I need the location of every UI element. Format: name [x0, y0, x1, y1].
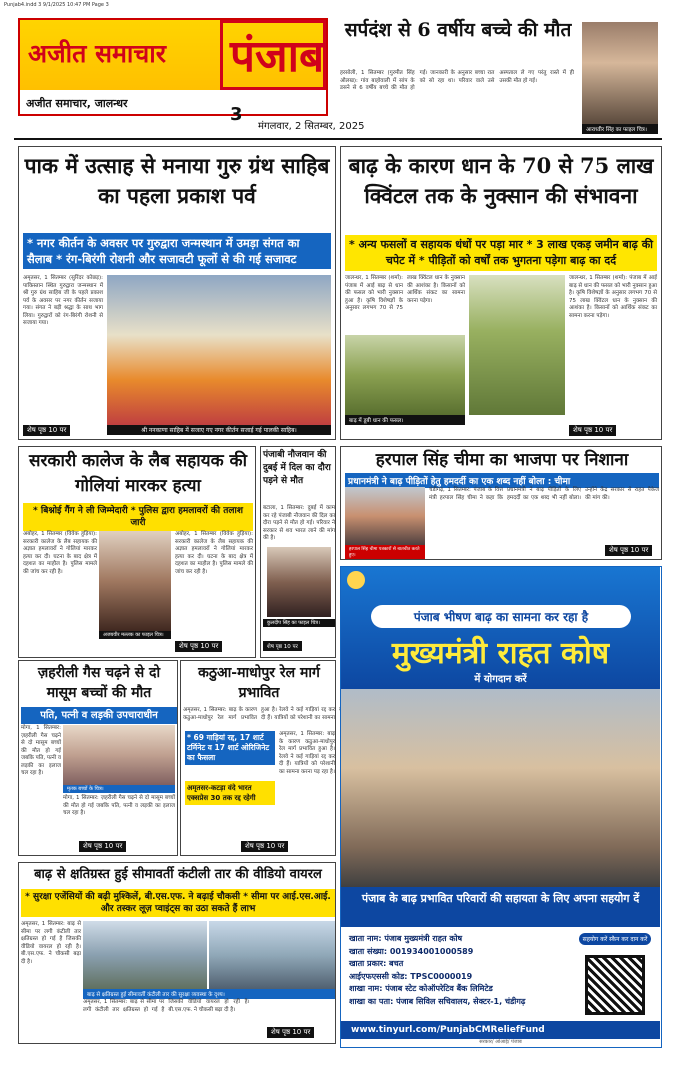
article-body: बटाला, 1 सितम्बर: दुबई में काम कर रहे पंजाबी नौजवान की दिल का दौरा पड़ने से मौत हो गई। परिवार ने सरकार से शव भारत लाने की मांग की है।: [263, 505, 335, 541]
continued-link[interactable]: शेष पृष्ठ 10 पर: [605, 545, 652, 556]
article-body-right: अमृतसर, 1 सितम्बर: बाढ़ से सीमा पर लगी कंटीली तार क्षतिग्रस्त हो गई है जिसकी वीडियो वायरल हो रही है। बी.एस.एफ. ने चौकसी बढ़ा दी है।: [83, 999, 250, 1013]
article-body-right: मोगा, 1 सितम्बर: ज़हरीली गैस चढ़ने से दो मासूम बच्चों की मौत हो गई जबकि पति, पत्नी व लड़की का इलाज चल रहा है।: [63, 795, 175, 816]
rule: [14, 138, 662, 140]
bank-detail-line: आईएफएससी कोड: TPSC0000019: [349, 971, 473, 981]
bank-details: [349, 933, 569, 1008]
bank-detail-line: खाता संख्या: 001934001000589: [349, 946, 474, 956]
story-guru: [18, 146, 336, 440]
procession-photo: [107, 275, 331, 425]
field-photo: [469, 275, 565, 415]
headline: सरकारी कालेज के लैब सहायक की गोलियां मारकर हत्या: [28, 451, 248, 496]
page-number: 3: [230, 104, 243, 125]
headline: कठुआ-माधोपुर रेल मार्ग प्रभावित: [198, 665, 320, 701]
ad-photo: [341, 689, 660, 887]
continued-link[interactable]: शेष पृष्ठ 10 पर: [175, 641, 222, 652]
subhead: * सुरक्षा एजेंसियों की बढ़ी मुश्किलें, बी.एस.एफ. ने बढ़ाई चौकसी * सीमा पर आई.एस.आई. और तस्कर लूज़ प्वाइंट्स का उठा सकते हैं लाभ: [21, 889, 335, 917]
photo-caption: अजयवीर मल्लक का फाइल चित्र।: [99, 631, 171, 639]
story-flood: [340, 146, 662, 440]
continued-link[interactable]: शेष पृष्ठ 10 पर: [79, 841, 126, 852]
article-body: चंडीगढ़, 1 सितम्बर: पंजाब के वित्त मंत्री हरपाल सिंह चीमा ने कहा कि प्रधानमंत्री ने बाढ़ पीड़ितों के लिए हमदर्दी का एक शब्द भी नहीं बोला। उन्होंने केंद्र सरकार से राहत पैकेज की मांग की।: [429, 487, 659, 501]
qr-code-icon[interactable]: [585, 955, 645, 1015]
headline: पाक में उत्साह से मनाया गुरु ग्रंथ साहिब का पहला प्रकाश पर्व: [24, 153, 330, 208]
subhead: पति, पत्नी व लड़की उपचाराधीन: [21, 707, 177, 724]
headline: हरपाल सिंह चीमा का भाजपा पर निशाना: [375, 450, 629, 470]
story-snake: [338, 18, 658, 136]
photo-caption: मृतक बच्चों के चित्र।: [63, 785, 175, 793]
subhead: * अन्य फसलों व सहायक धंधों पर पड़ा मार * 3 लाख एकड़ जमीन बाढ़ की चपेट में * पीड़ितों को वर्षों तक भुगतना पड़ेगा बाढ़ का दर्द: [345, 235, 657, 271]
masthead-subtitle: अजीत समाचार, जालन्धर: [26, 97, 128, 110]
headline: पंजाबी नौजवान की दुबई में दिल का दौरा पड़ने से मौत: [263, 450, 331, 486]
headline: ज़हरीली गैस चढ़ने से दो मासूम बच्चों की मौत: [37, 665, 161, 701]
continued-link[interactable]: शेष पृष्ठ 10 पर: [263, 641, 302, 651]
subhead: * बिश्नोई गैंग ने ली जिम्मेदारी * पुलिस द्वारा हमलावरों की तलाश जारी: [23, 503, 253, 531]
emblem-icon: [347, 571, 365, 589]
article-body: अमृतसर, 1 सितम्बर: बाढ़ से सीमा पर लगी कंटीली तार क्षतिग्रस्त हो गई है जिसकी वीडियो वायरल हो रही है। बी.एस.एफ. ने चौकसी बढ़ा दी है।: [21, 921, 81, 965]
headline: सर्पदंश से 6 वर्षीय बच्चे की मौत: [344, 19, 572, 41]
ad-url[interactable]: www.tinyurl.com/PunjabCMReliefFund: [341, 1021, 660, 1039]
article-body-right: अबोहर, 1 सितम्बर (विवेक हुड़िया): सरकारी कालेज के लैब सहायक की अज्ञात हमलावरों ने गोलियां मारकर हत्या कर दी। घटना के बाद क्षेत्र में दहशत का माहौल है। पुलिस मामले की जांच कर रही है।: [175, 531, 253, 575]
article-body: अमृतसर, 1 सितम्बर: बाढ़ के कारण कठुआ-माधोपुर रेल मार्ग प्रभावित हुआ है। रेलवे ने कई गाड़ियां रद्द कर दी हैं। यात्रियों को परेशानी का सामना: [183, 707, 335, 721]
masthead-name-right: पंजाब: [230, 31, 325, 82]
bank-detail-line: खाता प्रकार: बचत: [349, 959, 404, 968]
date-line: मंगलवार, 2 सितम्बर, 2025: [258, 121, 365, 132]
continued-link[interactable]: शेष पृष्ठ 10 पर: [23, 425, 70, 436]
story-gas: [18, 660, 178, 856]
continued-link[interactable]: शेष पृष्ठ 10 पर: [569, 425, 616, 436]
article-body: जालन्धर, 1 सितम्बर (शर्मा): पंजाब में आई बाढ़ से धान की फसल को भारी नुक्सान हुआ है। कृषि विशेषज्ञों के अनुसार लगभग 70 से 75 लाख क्विंटल धान के नुक्सान की आशंका है। किसानों को आर्थिक संकट का सामना करना पड़ेगा।: [345, 275, 465, 311]
print-slug: Punjab4.indd 3 9/1/2025 10:47 PM Page 3: [4, 2, 109, 8]
highlight-box-2: अमृतसर-कटड़ा वंदे भारत एक्सप्रेस 30 तक रद्द रहेगी: [185, 781, 275, 805]
headline: बाढ़ के कारण धान के 70 से 75 लाख क्विंटल तक के नुक्सान की संभावना: [348, 153, 654, 208]
bank-detail-line: शाखा नाम: पंजाब स्टेट कोऑपरेटिव बैंक लिमिटेड: [349, 984, 493, 993]
ad-subtitle: में योगदान करें: [474, 674, 527, 685]
fence-photo-1: [83, 921, 207, 989]
paddy-photo: [345, 335, 465, 415]
highlight-box: * 69 गाड़ियां रद्द, 17 शार्ट टर्मिनेट व 17 शार्ट ओरिजिनेट का फैसला: [185, 731, 275, 765]
ad-banner: पंजाब भीषण बाढ़ का सामना कर रहा है: [371, 605, 631, 628]
ad-appeal: पंजाब के बाढ़ प्रभावित परिवारों की सहायता के लिए अपना सहयोग दें: [341, 887, 660, 927]
story-rail: [180, 660, 336, 856]
relief-fund-ad: [340, 566, 662, 1048]
article-body: अमृतसर, 1 सितम्बर (सुरिंदर कोछड़): पाकिस्तान स्थित गुरुद्वारा जन्मस्थान में श्री गुरु ग्रंथ साहिब जी के पहले प्रकाश पर्व के अवसर पर नगर कीर्तन सजाया गया। संगत ने बड़ी श्रद्धा के साथ भाग लिया। गुरुद्वारों को रंग-बिरंगी रोशनी से सजाया गया।: [23, 275, 103, 326]
photo-caption: बाढ़ से क्षतिग्रस्त हुई सीमावर्ती कंटीली तार की सुरक्षा व्यवस्था के दृश्य।: [83, 989, 335, 999]
article-body: हरसोली, 1 सितम्बर (गुरमीत सिंह औलख): गांव बाहोवाली में सांप के डसने से 6 वर्षीय बच्चे की मौत हो गई। जानकारी के अनुसार बच्चा रात को सो रहा था। परिवार वाले उसे अस्पताल ले गए परंतु रास्ते में ही उसकी मौत हो गई।: [340, 70, 574, 91]
story-border: [18, 862, 336, 1044]
continued-link[interactable]: शेष पृष्ठ 10 पर: [241, 841, 288, 852]
child-photo: [582, 22, 658, 124]
fence-photo-2: [209, 921, 335, 989]
bank-detail-line: शाखा का पता: पंजाब सिविल सचिवालय, सेक्टर-1, चंडीगढ़: [349, 996, 526, 1006]
article-body: अबोहर, 1 सितम्बर (विवेक हुड़िया): सरकारी कालेज के लैब सहायक की अज्ञात हमलावरों ने गोलियां मारकर हत्या कर दी। घटना के बाद क्षेत्र में दहशत का माहौल है। पुलिस मामले की जांच कर रही है।: [23, 531, 97, 575]
story-dubai: [260, 446, 336, 658]
subhead: * नगर कीर्तन के अवसर पर गुरुद्वारा जन्मस्थान में उमड़ा संगत का सैलाब * रंग-बिरंगी रोशनी और सजावटी फूलों से की गई सजावट: [23, 233, 331, 269]
photo-caption-left: बाढ़ में डूबी धान की फसल।: [345, 415, 465, 425]
story-college: [18, 446, 256, 658]
youth-photo: [267, 547, 331, 617]
masthead-name-left: अजीत समाचार: [28, 39, 166, 68]
photo-caption: श्री ननकाणा साहिब में सजाए गए नगर कीर्तन सजाई गई पालकी साहिब।: [107, 425, 331, 435]
victim-photo: [99, 531, 171, 631]
continued-link[interactable]: शेष पृष्ठ 10 पर: [267, 1027, 314, 1038]
subhead: प्रधानमंत्री ने बाढ़ पीड़ितों हेतु हमदर्दी का एक शब्द नहीं बोला : चीमा: [345, 473, 659, 488]
article-body-right: अमृतसर, 1 सितम्बर: बाढ़ के कारण कठुआ-माधोपुर रेल मार्ग प्रभावित हुआ है। रेलवे ने कई गाड़ियां रद्द कर दी हैं। यात्रियों को परेशानी का सामना करना पड़ रहा है।: [279, 731, 335, 775]
children-photo: [63, 725, 175, 785]
ad-footer: सरकार/ ओआई/ पंजाब: [479, 1039, 522, 1045]
article-body-right: जालन्धर, 1 सितम्बर (शर्मा): पंजाब में आई बाढ़ से धान की फसल को भारी नुक्सान हुआ है। कृषि विशेषज्ञों के अनुसार लगभग 70 से 75 लाख क्विंटल धान के नुक्सान की आशंका है। किसानों को आर्थिक संकट का सामना करना पड़ेगा।: [569, 275, 657, 319]
photo-caption: आराध्वीर सिंह का फाइल चित्र।: [582, 124, 658, 134]
masthead: [18, 18, 328, 116]
ad-title: मुख्यमंत्री राहत कोष: [391, 636, 610, 671]
cheema-photo: [345, 487, 425, 545]
bank-detail-line: खाता नाम: पंजाब मुख्यमंत्री राहत कोष: [349, 934, 463, 943]
story-cheema: [340, 446, 662, 560]
photo-caption: कुलदीप सिंह का फाइल चित्र।: [263, 619, 335, 627]
headline: बाढ़ से क्षतिग्रस्त हुई सीमावर्ती कंटीली तार की वीडियो वायरल: [34, 867, 322, 882]
photo-caption: हरपाल सिंह चीमा पत्रकारों से बातचीत करते हुए।: [345, 545, 425, 559]
article-body: मोगा, 1 सितम्बर: ज़हरीली गैस चढ़ने से दो मासूम बच्चों की मौत हो गई जबकि पति, पत्नी व लड़की का इलाज चल रहा है।: [21, 725, 61, 776]
qr-label: सहयोग करें स्कैन कर दान करें: [579, 933, 651, 945]
